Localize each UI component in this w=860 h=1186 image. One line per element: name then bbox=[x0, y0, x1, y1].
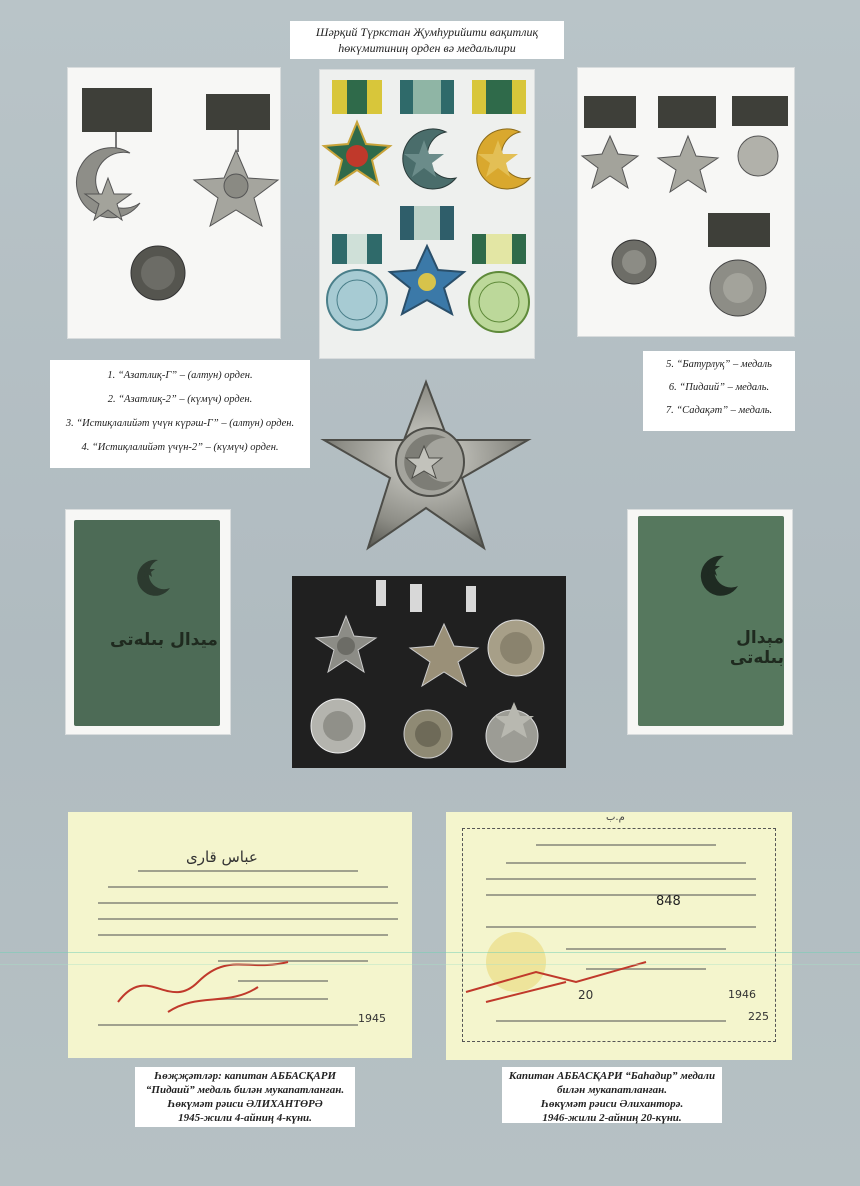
dark-medals-svg bbox=[292, 576, 566, 768]
caption-right-line: 1946-жили 2-айниң 20-күни. bbox=[542, 1112, 682, 1124]
orders-list-item: 1. “Азатлиқ-Г” – (алтун) орден. bbox=[107, 370, 253, 381]
caption-right-line: билән мукапатланған. bbox=[556, 1084, 668, 1096]
top-right-medals-svg bbox=[578, 68, 794, 336]
photo-top-left-medals bbox=[68, 68, 280, 338]
small-medal-icon bbox=[612, 240, 656, 284]
order-1-icon bbox=[324, 80, 390, 184]
certificate-right-code: 225 bbox=[748, 1010, 769, 1023]
photo-left-medal-booklet bbox=[66, 510, 230, 734]
orders-list-item: 3. “Истиқлалийәт үчүн күрәш-Г” – (алтун) орден. bbox=[65, 418, 295, 429]
booklet-title: مېدال بىلەتى bbox=[729, 628, 784, 668]
certificate-right-number: 848 bbox=[656, 894, 681, 909]
star-medal-icon bbox=[582, 96, 638, 188]
order-2-icon bbox=[400, 80, 456, 189]
red-signature-icon bbox=[456, 932, 666, 1012]
medals-list-item: 5. “Батурлуқ” – медаль bbox=[666, 359, 772, 370]
page-title-line-2: һөкүмитиниң орден вә медальлири bbox=[338, 41, 516, 55]
red-signature-icon bbox=[108, 952, 308, 1022]
photo-center-dark-medals bbox=[292, 576, 566, 768]
round-medal-icon bbox=[404, 710, 452, 758]
page-title bbox=[290, 21, 564, 59]
crescent-round-medal-icon bbox=[708, 213, 770, 316]
caption-left-line: Һөкүмәт рәиси ӘЛИХАНТӨРӘ bbox=[167, 1098, 323, 1110]
scan-artifact-line bbox=[0, 964, 860, 965]
orders-list bbox=[50, 360, 310, 468]
caption-right-line: Һөкүмәт рәиси Әлиханторә. bbox=[540, 1098, 684, 1110]
order-3-icon bbox=[472, 80, 530, 189]
medal-5-icon bbox=[327, 234, 387, 330]
certificate-left bbox=[68, 812, 412, 1058]
ribbon-icon bbox=[206, 94, 270, 130]
round-medal-icon bbox=[732, 96, 788, 176]
certificate-right-date: 20 bbox=[578, 988, 594, 1002]
caption-right bbox=[502, 1067, 722, 1123]
medal-booklet bbox=[638, 516, 784, 726]
caption-right-line: Капитан АББАСҚАРИ “Баһадир” медали bbox=[508, 1070, 716, 1082]
medal-6-icon bbox=[469, 234, 529, 332]
caption-left bbox=[135, 1067, 355, 1127]
certificate-left-header: عباس قارى bbox=[186, 848, 258, 866]
color-orders-svg bbox=[320, 70, 534, 358]
medals-list-item: 6. “Пидаий” – медаль. bbox=[668, 382, 770, 393]
star-medal-icon bbox=[410, 624, 478, 686]
photo-right-medal-booklet bbox=[628, 510, 792, 734]
photo-top-middle-orders bbox=[320, 70, 534, 358]
page-title-line-1: Шәрқий Түркстан Җумһурийити вақитлиқ bbox=[315, 25, 539, 39]
order-4-icon bbox=[390, 206, 464, 314]
top-left-medals-svg bbox=[68, 68, 280, 338]
round-medal-icon bbox=[488, 620, 544, 676]
star-medal-icon bbox=[658, 96, 718, 192]
caption-left-line: 1945-жили 4-айниң 4-күни. bbox=[178, 1112, 312, 1124]
orders-list-item: 2. “Азатлиқ-2” – (күмүч) орден. bbox=[107, 394, 253, 405]
certificate-right-year: 1946 bbox=[728, 988, 756, 1001]
caption-left-line: Һөҗҗәтләр: капитан АББАСҚАРИ bbox=[154, 1070, 336, 1082]
scan-artifact-line bbox=[0, 952, 860, 953]
star-medal-icon bbox=[316, 616, 376, 672]
medals-list-item: 7. “Садақәт” – медаль. bbox=[665, 405, 773, 416]
caption-left-line: “Пидаий” медаль билән мукапатланған. bbox=[145, 1084, 345, 1096]
booklet-title: ميدال بىلەتى bbox=[110, 630, 218, 650]
round-medal-icon bbox=[311, 699, 365, 753]
certificate-right-header: م.ب bbox=[606, 812, 625, 823]
large-star-order-icon bbox=[320, 378, 532, 554]
crescent-star-icon bbox=[694, 552, 744, 596]
certificate-right bbox=[446, 812, 792, 1060]
ribbon-icon bbox=[82, 88, 152, 132]
orders-list-item: 4. “Истиқлалийәт үчүн-2” – (күмүч) орден. bbox=[81, 442, 279, 453]
certificate-left-year: 1945 bbox=[358, 1012, 386, 1025]
medal-booklet bbox=[74, 520, 220, 726]
crescent-star-icon bbox=[132, 556, 176, 596]
photo-top-right-medals bbox=[578, 68, 794, 336]
medals-list bbox=[643, 351, 795, 431]
crescent-star-medal-icon bbox=[486, 702, 538, 762]
